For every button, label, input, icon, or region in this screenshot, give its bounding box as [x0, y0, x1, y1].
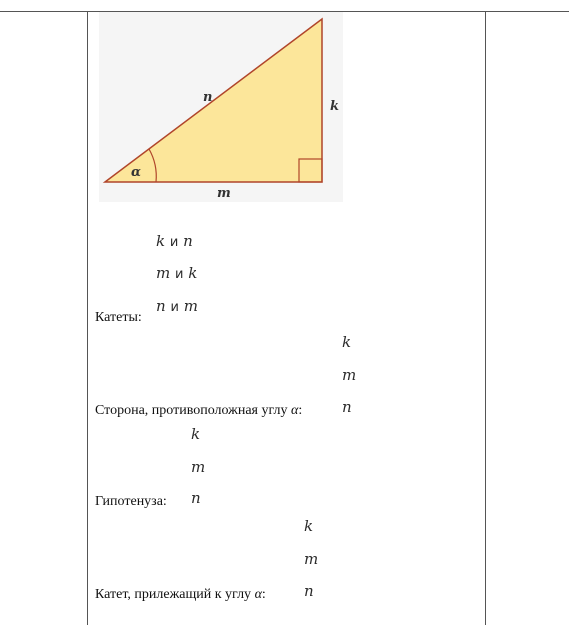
horizontal-leg-label: m	[217, 186, 231, 201]
q3-option-n[interactable]: n	[191, 489, 201, 507]
q2-label-prefix: Сторона, противоположная углу	[95, 403, 292, 418]
q4-label-prefix: Катет, прилежащий к углу	[95, 587, 255, 602]
q2-label-alpha: α	[291, 403, 299, 418]
q1-opt3-a: n	[156, 297, 166, 315]
triangle-shape	[105, 19, 322, 182]
q4-option-n[interactable]: n	[304, 582, 314, 600]
q4-option-k[interactable]: k	[304, 517, 314, 535]
q4-label	[95, 587, 266, 603]
q3-option-m[interactable]: m	[191, 458, 206, 476]
q4-label-suffix: :	[261, 587, 266, 602]
q1-opt3-conj: и	[170, 300, 179, 315]
q1-option-n-and-m[interactable]	[156, 297, 198, 315]
q1-opt3-b: m	[183, 297, 198, 315]
q1-opt2-conj: и	[175, 267, 184, 282]
q2-label-suffix: :	[298, 403, 303, 418]
q1-opt2-a: m	[156, 264, 171, 282]
q2-option-k[interactable]: k	[342, 333, 352, 351]
table-left-column-border	[87, 11, 88, 625]
q2-option-n[interactable]: n	[342, 398, 352, 416]
q1-opt1-b: n	[183, 232, 193, 250]
q1-opt2-b: k	[188, 264, 198, 282]
q3-label: Гипотенуза:	[95, 494, 167, 509]
vertical-leg-label: k	[330, 99, 340, 114]
right-triangle-figure	[99, 12, 343, 202]
q1-label: Катеты:	[95, 310, 142, 325]
hypotenuse-label: n	[203, 90, 213, 105]
q3-option-k[interactable]: k	[191, 425, 201, 443]
angle-alpha-label: α	[131, 165, 142, 180]
q2-label	[95, 403, 302, 419]
q1-opt1-conj: и	[169, 235, 179, 250]
q2-option-m[interactable]: m	[342, 366, 357, 384]
q1-option-k-and-n[interactable]	[156, 232, 193, 250]
q4-option-m[interactable]: m	[304, 550, 319, 568]
q4-label-alpha: α	[254, 587, 262, 602]
q1-option-m-and-k[interactable]	[156, 264, 197, 282]
triangle-svg	[99, 12, 343, 202]
q1-opt1-a: k	[156, 232, 166, 250]
table-right-column-border	[485, 11, 486, 625]
